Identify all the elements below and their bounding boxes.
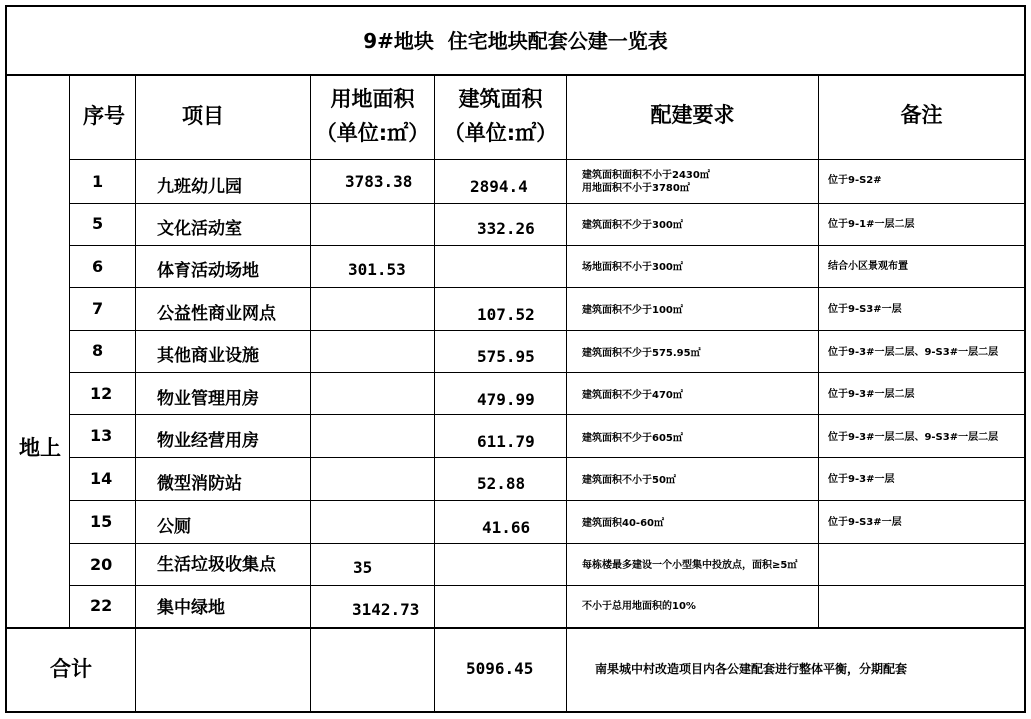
row-remark: 位于9-S3#一层	[828, 304, 902, 315]
row-land-area: 3142.73	[352, 600, 420, 619]
header-divider	[69, 159, 1026, 160]
row-remark: 位于9-3#一层二层、9-S3#一层二层	[828, 347, 999, 358]
row-divider	[69, 543, 1026, 544]
row-requirement: 用地面积不小于3780㎡	[582, 183, 690, 194]
header-build-area: 建筑面积	[458, 87, 543, 111]
col-divider-item	[310, 75, 311, 712]
row-divider	[69, 245, 1026, 246]
row-divider	[69, 203, 1026, 204]
row-requirement: 建筑面积不少于100㎡	[582, 305, 683, 316]
row-item: 公益性商业网点	[157, 304, 276, 324]
row-requirement: 场地面积不小于300㎡	[582, 262, 683, 273]
header-build-unit: （单位:㎡）	[443, 121, 558, 145]
col-divider-land	[434, 75, 435, 712]
row-no: 15	[90, 512, 113, 531]
header-land-area: 用地面积	[330, 87, 415, 111]
row-requirement: 不小于总用地面积的10%	[582, 601, 696, 612]
col-divider-req	[818, 75, 819, 628]
row-build-area: 332.26	[477, 219, 535, 238]
row-no: 6	[92, 257, 104, 276]
row-remark: 位于9-3#一层二层、9-S3#一层二层	[828, 432, 999, 443]
row-item: 文化活动室	[157, 219, 242, 239]
row-requirement: 建筑面积不少于575.95㎡	[582, 348, 701, 359]
header-item: 项目	[182, 104, 224, 128]
row-item: 微型消防站	[157, 474, 242, 494]
row-divider	[69, 585, 1026, 586]
border-bottom	[5, 711, 1026, 713]
title-divider	[5, 74, 1026, 76]
table-title: 9#地块 住宅地块配套公建一览表	[363, 29, 668, 53]
row-remark: 位于9-S2#	[828, 175, 882, 186]
row-remark: 位于9-S3#一层	[828, 517, 902, 528]
row-build-area: 479.99	[477, 390, 535, 409]
row-build-area: 52.88	[477, 474, 526, 493]
row-divider	[69, 457, 1026, 458]
col-divider-side	[69, 75, 70, 628]
row-remark: 位于9-3#一层	[828, 474, 895, 485]
row-divider	[69, 287, 1026, 288]
row-remark: 结合小区景观布置	[828, 261, 908, 272]
row-requirement: 每栋楼最多建设一个小型集中投放点，面积≥5㎡	[582, 560, 798, 571]
header-requirement: 配建要求	[650, 103, 735, 127]
row-remark: 位于9-1#一层二层	[828, 219, 915, 230]
row-build-area: 107.52	[477, 305, 535, 324]
row-no: 13	[90, 426, 113, 445]
row-item: 九班幼儿园	[157, 177, 242, 197]
row-divider	[69, 372, 1026, 373]
border-left	[5, 5, 7, 713]
total-divider	[5, 627, 1026, 629]
row-requirement: 建筑面积40-60㎡	[582, 518, 664, 529]
row-build-area: 41.66	[482, 518, 531, 537]
row-land-area: 301.53	[348, 260, 406, 279]
row-item: 物业经营用房	[157, 431, 259, 451]
header-land-unit: （单位:㎡）	[315, 121, 430, 145]
total-label: 合计	[50, 657, 92, 681]
row-no: 8	[92, 341, 104, 360]
row-requirement: 建筑面积不少于605㎡	[582, 433, 683, 444]
row-no: 22	[90, 596, 113, 615]
row-item: 公厕	[157, 517, 191, 537]
row-no: 12	[90, 384, 113, 403]
row-build-area: 611.79	[477, 432, 535, 451]
row-item: 生活垃圾收集点	[157, 555, 276, 575]
header-seq: 序号	[83, 104, 125, 128]
row-item: 集中绿地	[157, 598, 225, 618]
row-land-area: 35	[353, 558, 373, 577]
total-build-area: 5096.45	[466, 659, 534, 678]
col-divider-build	[566, 75, 567, 712]
side-label: 地上	[19, 436, 61, 460]
border-right	[1024, 5, 1026, 713]
row-requirement: 建筑面积不小于50㎡	[582, 475, 676, 486]
row-no: 5	[92, 214, 104, 233]
col-divider-seq	[135, 75, 136, 712]
header-remark: 备注	[900, 103, 943, 127]
row-item: 其他商业设施	[157, 346, 259, 366]
row-requirement: 建筑面积不少于300㎡	[582, 220, 683, 231]
row-requirement: 建筑面积不少于470㎡	[582, 390, 683, 401]
row-divider	[69, 500, 1026, 501]
row-no: 20	[90, 555, 113, 574]
row-remark: 位于9-3#一层二层	[828, 389, 915, 400]
border-top	[5, 5, 1026, 7]
row-item: 体育活动场地	[157, 261, 259, 281]
row-item: 物业管理用房	[157, 389, 259, 409]
row-requirement: 建筑面积面积不小于2430㎡	[582, 170, 710, 181]
row-land-area: 3783.38	[345, 172, 413, 191]
row-no: 1	[92, 172, 104, 191]
row-divider	[69, 330, 1026, 331]
total-note: 南果城中村改造项目内各公建配套进行整体平衡，分期配套	[595, 662, 908, 676]
row-build-area: 2894.4	[470, 177, 528, 196]
row-divider	[69, 414, 1026, 415]
row-build-area: 575.95	[477, 347, 535, 366]
row-no: 14	[90, 469, 113, 488]
row-no: 7	[92, 299, 104, 318]
